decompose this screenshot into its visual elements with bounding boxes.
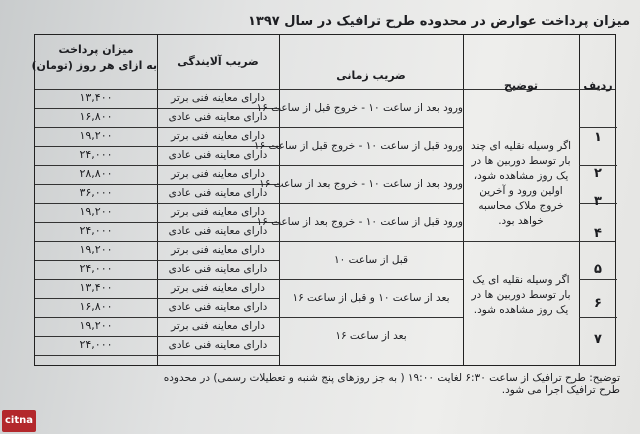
col-divider <box>157 35 158 365</box>
pollution-cell: دارای معاینه فنی برتر <box>171 206 265 218</box>
payment-cell: ۱۹,۲۰۰ <box>79 205 113 218</box>
time-factor-cell: ورود بعد از ساعت ۱۰ - خروج قبل از ساعت ۱۶ <box>256 102 463 114</box>
row-line <box>35 165 279 166</box>
payment-cell: ۲۴,۰۰۰ <box>79 338 113 351</box>
pollution-cell: دارای معاینه فنی برتر <box>171 168 265 180</box>
group-divider <box>35 241 615 242</box>
time-factor-cell: بعد از ساعت ۱۶ <box>335 330 407 342</box>
row-number: ۶ <box>594 296 602 311</box>
header-row-number: ردیف <box>583 79 613 92</box>
fee-table <box>31 34 616 366</box>
row-line <box>579 317 617 318</box>
row-number: ۲ <box>594 166 602 181</box>
payment-cell: ۲۴,۰۰۰ <box>79 148 113 161</box>
row-line <box>35 355 279 356</box>
row-line <box>279 317 463 318</box>
payment-cell: ۱۹,۲۰۰ <box>79 319 113 332</box>
time-factor-cell: ورود قبل از ساعت ۱۰ - خروج بعد از ساعت ۱۶ <box>256 216 463 228</box>
payment-cell: ۲۸,۸۰۰ <box>79 167 113 180</box>
header-payment-line2: به ازای هر روز (تومان) <box>31 59 157 72</box>
row-line <box>35 146 279 147</box>
footnote: توضیح: طرح ترافیک از ساعت ۶:۳۰ لغایت ۱۹:۰۰ ( به جز روزهای پنج شنبه و تعطیلات رسمی) در محدوده طرح ترافیک اجرا می شود. <box>163 372 620 396</box>
row-number: ۵ <box>594 262 602 277</box>
pollution-cell: دارای معاینه فنی برتر <box>171 92 265 104</box>
payment-cell: ۲۴,۰۰۰ <box>79 262 113 275</box>
row-number: ۷ <box>594 332 602 347</box>
pollution-cell: دارای معاینه فنی عادی <box>168 339 268 351</box>
row-line <box>35 279 279 280</box>
payment-cell: ۳۶,۰۰۰ <box>79 186 113 199</box>
row-line <box>35 127 279 128</box>
row-number: ۳ <box>594 194 602 209</box>
pollution-cell: دارای معاینه فنی عادی <box>168 149 268 161</box>
pollution-cell: دارای معاینه فنی عادی <box>168 263 268 275</box>
payment-cell: ۱۳,۴۰۰ <box>79 281 113 294</box>
row-number: ۴ <box>594 226 602 241</box>
header-payment-line1: میزان پرداخت <box>58 43 134 56</box>
row-line <box>279 279 463 280</box>
row-line <box>579 127 617 128</box>
row-line <box>35 203 279 204</box>
row-line <box>279 203 463 204</box>
row-line <box>279 127 463 128</box>
payment-cell: ۱۹,۲۰۰ <box>79 129 113 142</box>
payment-cell: ۲۴,۰۰۰ <box>79 224 113 237</box>
row-line <box>35 222 279 223</box>
row-line <box>35 298 279 299</box>
payment-cell: ۱۶,۸۰۰ <box>79 110 113 123</box>
pollution-cell: دارای معاینه فنی عادی <box>168 111 268 123</box>
citna-logo: citna <box>2 410 36 432</box>
header-pollution-factor: ضریب آلایندگی <box>177 55 259 68</box>
description-group-1: اگر وسیله نقلیه ای چند بار توسط دوربین ها در یک روز مشاهده شود، اولین ورود و آخرین خروج ملاک محاسبه خواهد بود. <box>470 140 572 227</box>
pollution-cell: دارای معاینه فنی برتر <box>171 282 265 294</box>
pollution-cell: دارای معاینه فنی عادی <box>168 225 268 237</box>
pollution-cell: دارای معاینه فنی عادی <box>168 187 268 199</box>
payment-cell: ۱۳,۴۰۰ <box>79 91 113 104</box>
document-title: میزان پرداخت عوارض در محدوده طرح ترافیک در سال ۱۳۹۷ <box>247 14 630 29</box>
description-group-2: اگر وسیله نقلیه ای یک بار توسط دوربین ها در یک روز مشاهده شود. <box>471 274 571 316</box>
header-description: توضیح <box>503 79 539 92</box>
payment-cell: ۱۹,۲۰۰ <box>79 243 113 256</box>
row-number: ۱ <box>594 130 602 145</box>
pollution-cell: دارای معاینه فنی برتر <box>171 130 265 142</box>
row-line <box>35 184 279 185</box>
header-time-factor: ضریب زمانی <box>336 69 406 82</box>
payment-cell: ۱۶,۸۰۰ <box>79 300 113 313</box>
time-factor-cell: ورود بعد از ساعت ۱۰ - خروج بعد از ساعت ۱۶ <box>259 178 463 190</box>
row-line <box>35 317 279 318</box>
row-line <box>35 260 279 261</box>
time-factor-cell: ورود قبل از ساعت ۱۰ - خروج قبل از ساعت ۱۶ <box>253 140 463 152</box>
col-divider <box>279 35 280 365</box>
pollution-cell: دارای معاینه فنی برتر <box>171 320 265 332</box>
pollution-cell: دارای معاینه فنی عادی <box>168 301 268 313</box>
time-factor-cell: قبل از ساعت ۱۰ <box>334 254 408 266</box>
row-line <box>35 336 279 337</box>
pollution-cell: دارای معاینه فنی برتر <box>171 244 265 256</box>
row-line <box>279 165 463 166</box>
row-line <box>35 108 279 109</box>
time-factor-cell: بعد از ساعت ۱۰ و قبل از ساعت ۱۶ <box>292 292 450 304</box>
row-line <box>579 279 617 280</box>
